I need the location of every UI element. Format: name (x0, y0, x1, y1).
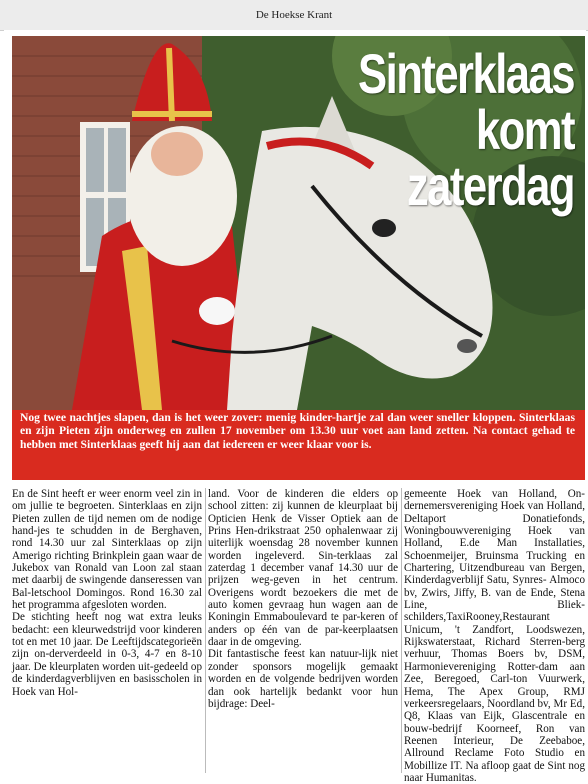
column-divider (401, 488, 402, 773)
paragraph: En de Sint heeft er weer enorm veel zin in om jullie te begroeten. Sinterklaas en zijn Pieten zullen de tijd nemen om de nodige hand-jes te schudden in de Berghaven, rond 14.30 uur zal Sinterklaas op zijn Amerigo richting Brinkplein gaan waar de Jukebox van Ronald van Loon zal staan met daarbij de swingende danseressen van Bal-letschool Domingos. Rond 16.30 zal het programma afgesloten worden. (12, 488, 202, 612)
paragraph: land. Voor de kinderen die elders op school zitten: zij kunnen de kleurplaat bij Opticien Henk de Visser Optiek aan de Prins Hen-drikstraat 250 ophalenwaar zij uiterlijk woensdag 28 november kunnen worden ingeleverd. Sin-terklaas zal zaterdag 1 december vanaf 14.30 uur de prijzen weg-geven in het centrum. Overigens wordt bezoekers die met de auto komen gevraag hun wagen aan de Koningin Emmaboulevard te par-keren of anders op één van de par-keerplaatsen daar in de omgeving. (208, 488, 398, 649)
headline (293, 42, 574, 217)
photo-caption (12, 410, 585, 480)
headline-line-2: zaterdag (406, 154, 574, 217)
headline-line-1: Sinterklaas komt (358, 42, 574, 161)
paragraph: De stichting heeft nog wat extra leuks bedacht: een kleurwedstrijd voor kinderen tot en met 10 jaar. De Leeftijdscategorieën zijn on-derverdeeld in 0-3, 4-7 en 8-10 jaar. De kleurplaten worden uit-gedeeld op de kinderdagverblijven en basisscholen in Hoek van Hol- (12, 611, 202, 698)
article-column-1 (12, 488, 202, 773)
article-column-3 (404, 488, 585, 784)
top-bar (0, 0, 588, 31)
caption-text: Nog twee nachtjes slapen, dan is het weer zover: menig kinder-hartje zal dan weer sneller kloppen. Sinterklaas en zijn Pieten zijn onderweg en zullen 17 november om 13.30 uur voet aan land zetten. Na contact gehad te hebben met Sinterklaas geeft hij aan dat iedereen er weer klaar voor is. (20, 411, 575, 451)
column-divider (205, 488, 206, 773)
paragraph: Dit fantastische feest kan natuur-lijk niet zonder sponsors mogelijk gemaakt worden en de volgende bedrijven worden dan ook hartelijk bedankt voor hun bijdrage: Deel- (208, 648, 398, 710)
article-body (12, 488, 585, 784)
newspaper-title: De Hoekse Krant (255, 9, 333, 21)
paragraph: gemeente Hoek van Holland, On-dernemersvereniging Hoek van Holland, Deltaport Donatiefonds, Woningbouwvereniging Hoek van Holland, E.de Man Installaties, Schoenmeijer, Bruinsma Trucking en Chartering, Uitzendbureau van Bergen, Kinderdagverblijf Satu, Synres- Almoco bv, Zwirs, Jiffy, B. van de Ende, Stena Line, Bliek-schilders,TaxiRooney,Restaurant Unicum, 't Zandfort, Loodswezen, Rijkswaterstaat, Richard Sterren-berg verhuur, Thomas Boers bv, DSM, Harmonievereniging Rotter-dam aan Zee, Beregoed, Carl-ton Vuurwerk, Hema, The Apex Group, RMJ verkeersregelaars, Noordland bv, Mr Ed, Q8, Klaas van Eijk, Glascentrale en bouw-bedrijf Koorneef, Ron van Reenen Interieur, De Zeebaboe, Allround Reclame Foto Studio en Mobillize IT. Na afloop gaat de Sint nog naar Humanitas. (404, 488, 585, 784)
article-column-2 (208, 488, 398, 773)
